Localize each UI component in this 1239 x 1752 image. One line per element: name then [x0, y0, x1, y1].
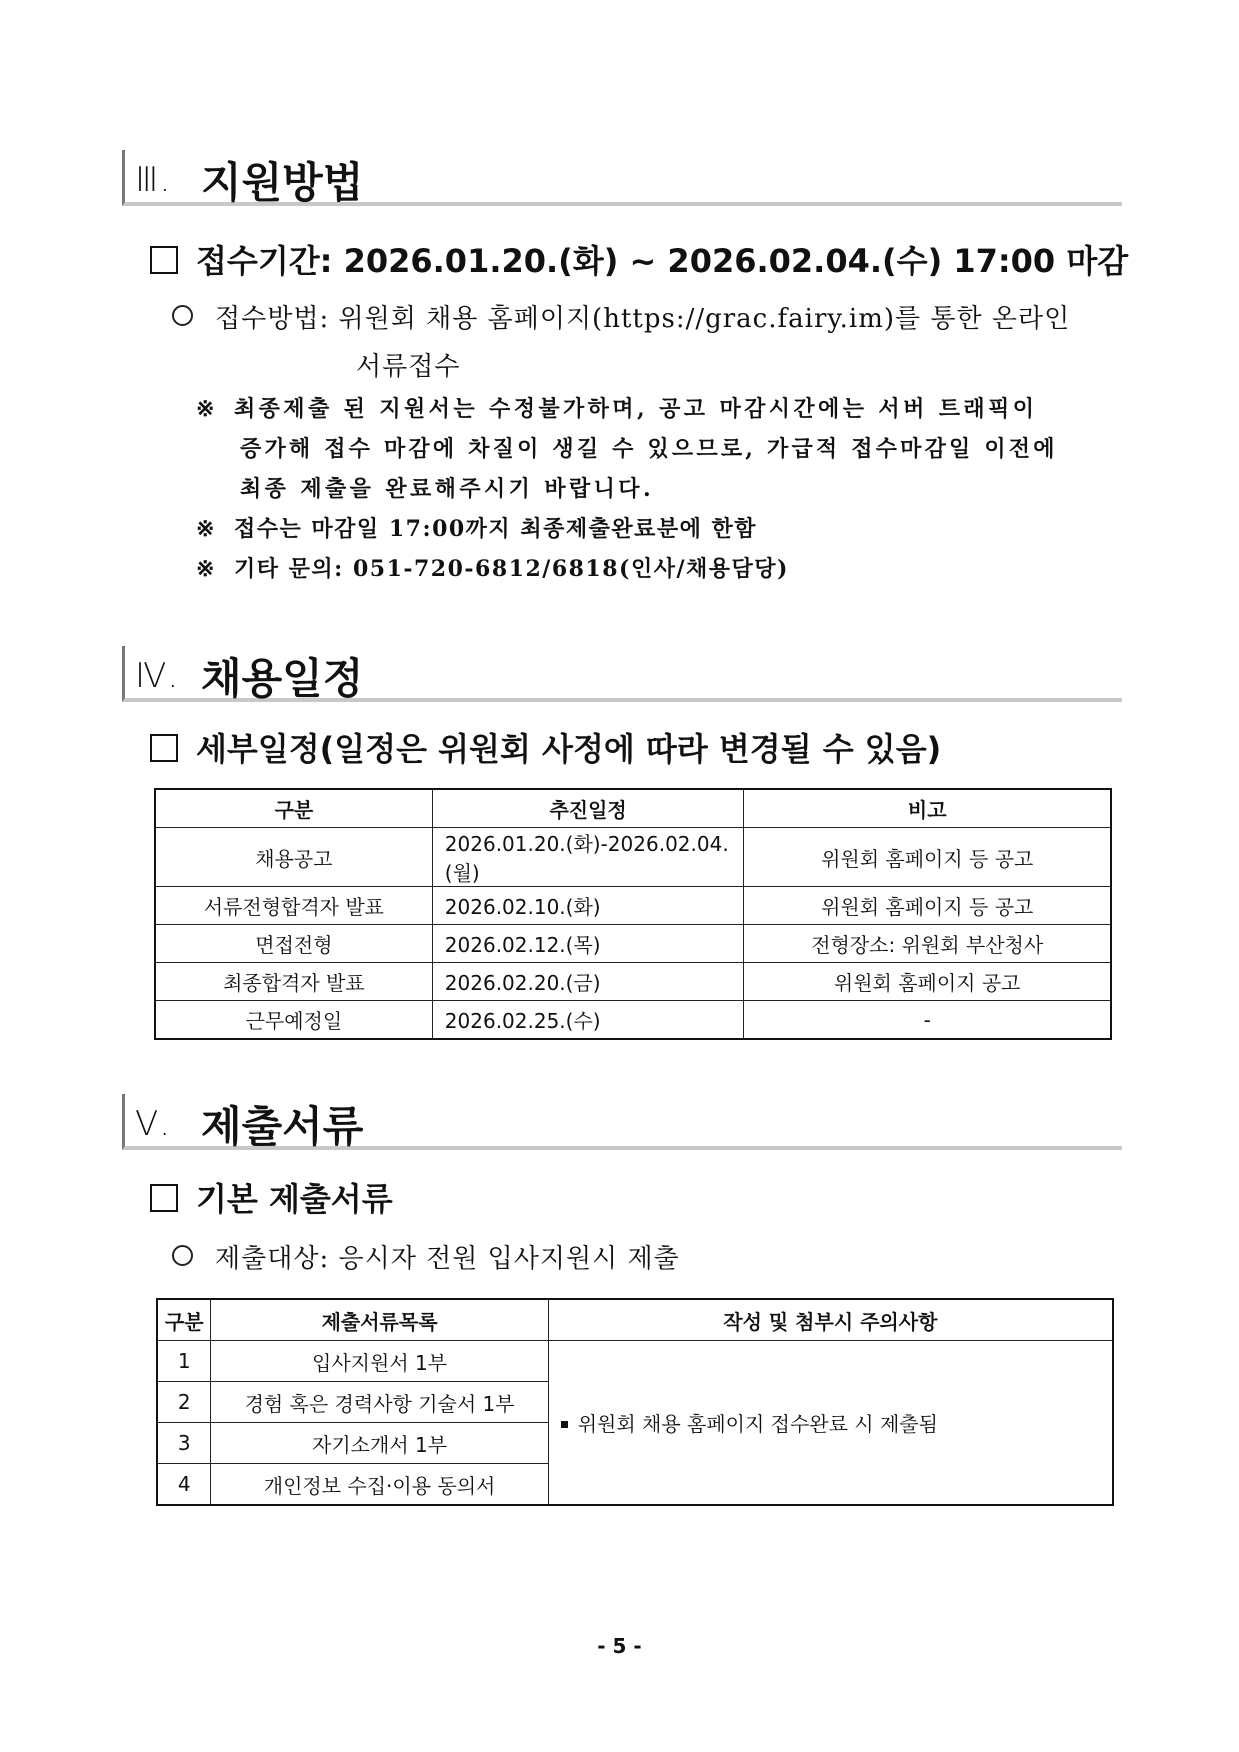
table-cell: 1	[157, 1341, 211, 1382]
section-3-number: Ⅲ.	[135, 160, 172, 200]
section-3-title: 지원방법	[201, 158, 364, 207]
reception-method-text: 접수방법: 위원회 채용 홈페이지(https://grac.fairy.im)를 통한 온라인	[215, 304, 1071, 334]
table-row	[155, 887, 1111, 925]
table-cell: 근무예정일	[155, 1001, 432, 1040]
table-cell: -	[744, 1001, 1111, 1040]
table-note-text: 위원회 채용 홈페이지 접수완료 시 제출됨	[577, 1412, 938, 1436]
note-3-text: 기타 문의: 051-720-6812/6818(인사/채용담당)	[234, 556, 789, 582]
table-cell: 위원회 홈페이지 등 공고	[744, 828, 1111, 887]
table-row	[155, 828, 1111, 887]
reception-period	[150, 236, 1128, 282]
section-4-header	[122, 646, 1122, 702]
table-header-cell: 추진일정	[432, 789, 744, 828]
checkbox-square-icon	[150, 1184, 178, 1212]
table-cell: 3	[157, 1423, 211, 1464]
table-cell: 개인정보 수집·이용 동의서	[211, 1464, 548, 1506]
reception-period-text: 접수기간: 2026.01.20.(화) ~ 2026.02.04.(수) 17:00 마감	[196, 242, 1129, 280]
reception-method	[172, 298, 1070, 335]
table-cell: 최종합격자 발표	[155, 963, 432, 1001]
note-1-line-2: 증가해 접수 마감에 차질이 생길 수 있으므로, 가급적 접수마감일 이전에	[240, 436, 1058, 462]
table-cell: 2026.02.25.(수)	[432, 1001, 744, 1040]
table-header-row	[155, 789, 1111, 828]
table-row	[155, 1001, 1111, 1040]
schedule-table	[154, 788, 1112, 1040]
documents-table	[156, 1298, 1114, 1506]
table-header-cell: 구분	[157, 1299, 211, 1341]
table-cell: 2026.02.10.(화)	[432, 887, 744, 925]
table-cell: 2026.01.20.(화)-2026.02.04.(월)	[432, 828, 744, 887]
section-5-number: Ⅴ.	[135, 1104, 172, 1144]
submission-target-text: 제출대상: 응시자 전원 입사지원시 제출	[215, 1244, 680, 1274]
table-cell: 면접전형	[155, 925, 432, 963]
table-row	[155, 925, 1111, 963]
note-2-text: 접수는 마감일 17:00까지 최종제출완료분에 한함	[234, 516, 758, 542]
checkbox-square-icon	[150, 734, 178, 762]
table-header-row	[157, 1299, 1113, 1341]
table-cell: 위원회 홈페이지 공고	[744, 963, 1111, 1001]
table-row	[157, 1341, 1113, 1382]
table-header-cell: 비고	[744, 789, 1111, 828]
table-cell: 2026.02.12.(목)	[432, 925, 744, 963]
circle-bullet-icon	[172, 305, 193, 326]
table-cell: 자기소개서 1부	[211, 1423, 548, 1464]
reference-mark-icon: ※	[196, 556, 216, 582]
detailed-schedule	[150, 724, 941, 770]
square-bullet-icon	[561, 1421, 568, 1428]
section-5-title: 제출서류	[201, 1102, 364, 1151]
table-note-cell	[548, 1341, 1113, 1506]
submission-target	[172, 1238, 680, 1275]
note-3	[196, 552, 789, 583]
table-row	[155, 963, 1111, 1001]
detailed-schedule-text: 세부일정(일정은 위원회 사정에 따라 변경될 수 있음)	[196, 730, 942, 768]
note-1	[196, 392, 1037, 423]
table-header-cell: 작성 및 첨부시 주의사항	[548, 1299, 1113, 1341]
table-cell: 채용공고	[155, 828, 432, 887]
note-1-line-1: 최종제출 된 지원서는 수정불가하며, 공고 마감시간에는 서버 트래픽이	[234, 396, 1038, 422]
reception-method-cont	[356, 346, 460, 383]
table-cell: 전형장소: 위원회 부산청사	[744, 925, 1111, 963]
section-3-header	[122, 150, 1122, 206]
table-cell: 입사지원서 1부	[211, 1341, 548, 1382]
circle-bullet-icon	[172, 1245, 193, 1266]
note-1-cont	[240, 432, 1058, 463]
table-cell: 서류전형합격자 발표	[155, 887, 432, 925]
table-header-cell: 구분	[155, 789, 432, 828]
note-1-cont-2	[240, 472, 654, 503]
table-header-cell: 제출서류목록	[211, 1299, 548, 1341]
basic-documents-text: 기본 제출서류	[196, 1180, 393, 1218]
table-cell: 경험 혹은 경력사항 기술서 1부	[211, 1382, 548, 1423]
section-4-title: 채용일정	[201, 654, 364, 703]
reference-mark-icon: ※	[196, 396, 218, 422]
section-4-number: Ⅳ.	[135, 656, 180, 696]
table-cell: 위원회 홈페이지 등 공고	[744, 887, 1111, 925]
table-cell: 4	[157, 1464, 211, 1506]
reference-mark-icon: ※	[196, 516, 216, 542]
note-1-line-3: 최종 제출을 완료해주시기 바랍니다.	[240, 476, 655, 502]
page-number: - 5 -	[597, 1634, 642, 1658]
table-cell: 2026.02.20.(금)	[432, 963, 744, 1001]
checkbox-square-icon	[150, 246, 178, 274]
table-cell: 2	[157, 1382, 211, 1423]
basic-documents	[150, 1174, 393, 1220]
reception-method-text-2: 서류접수	[356, 352, 461, 382]
section-5-header	[122, 1094, 1122, 1150]
note-2	[196, 512, 757, 543]
